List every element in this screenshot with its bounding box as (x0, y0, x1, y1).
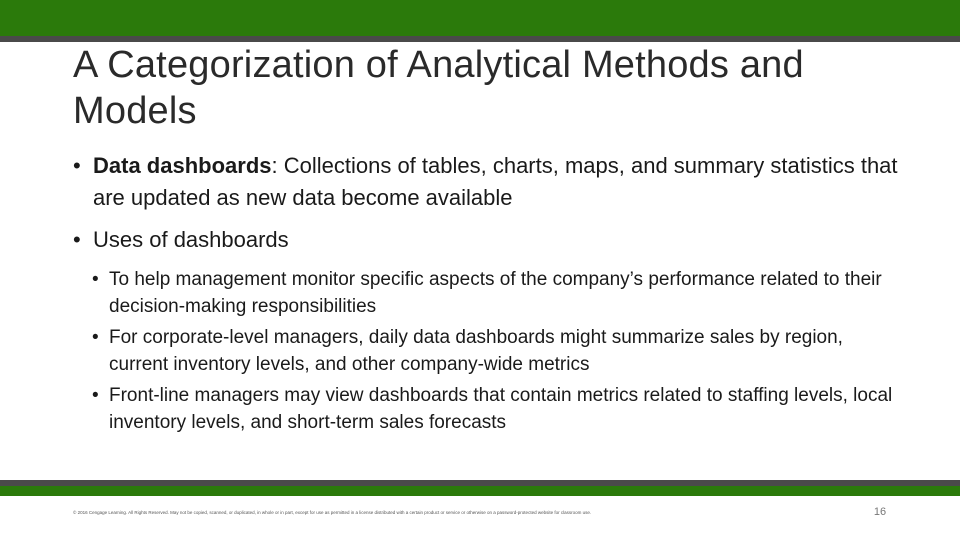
sub-bullet-front-line-managers (92, 382, 903, 436)
copyright-notice: © 2016 Cengage Learning. All Rights Reserved. May not be copied, scanned, or duplicated, in whole or in part, except for use as permitted in a license distributed with a certain product or service or otherwise on a password-protected website for classroom use. (73, 510, 592, 515)
bullet-icon: • (73, 227, 81, 252)
page-number: 16 (873, 506, 887, 518)
sub-bullet-corporate-managers (92, 324, 903, 378)
slide-title: A Categorization of Analytical Methods and Models (73, 44, 804, 132)
bullet-lead-term: Data dashboards (93, 153, 272, 178)
header-accent-bar (0, 0, 960, 36)
sub-bullet-text: To help management monitor specific aspects of the company’s performance related to their decision-making responsibilities (109, 269, 882, 317)
bullet-icon: • (92, 327, 99, 348)
sub-bullet-text: Front-line managers may view dashboards that contain metrics related to staffing levels, local inventory levels, and short-term sales forecasts (109, 385, 893, 433)
bullet-definition: : Collections of tables, charts, maps, and summary statistics that are updated as new data become available (93, 153, 898, 210)
bullet-icon: • (92, 385, 99, 406)
bullet-icon: • (92, 269, 99, 290)
sub-bullet-management (92, 266, 903, 320)
slide-body (73, 150, 903, 440)
bullet-icon: • (73, 153, 81, 178)
bullet-data-dashboards (73, 150, 903, 214)
footer-accent-bar (0, 486, 960, 496)
sub-bullet-text: For corporate-level managers, daily data dashboards might summarize sales by region, current inventory levels, and other company-wide metrics (109, 327, 843, 375)
bullet-heading: Uses of dashboards (93, 227, 289, 252)
bullet-uses-of-dashboards (73, 224, 903, 256)
